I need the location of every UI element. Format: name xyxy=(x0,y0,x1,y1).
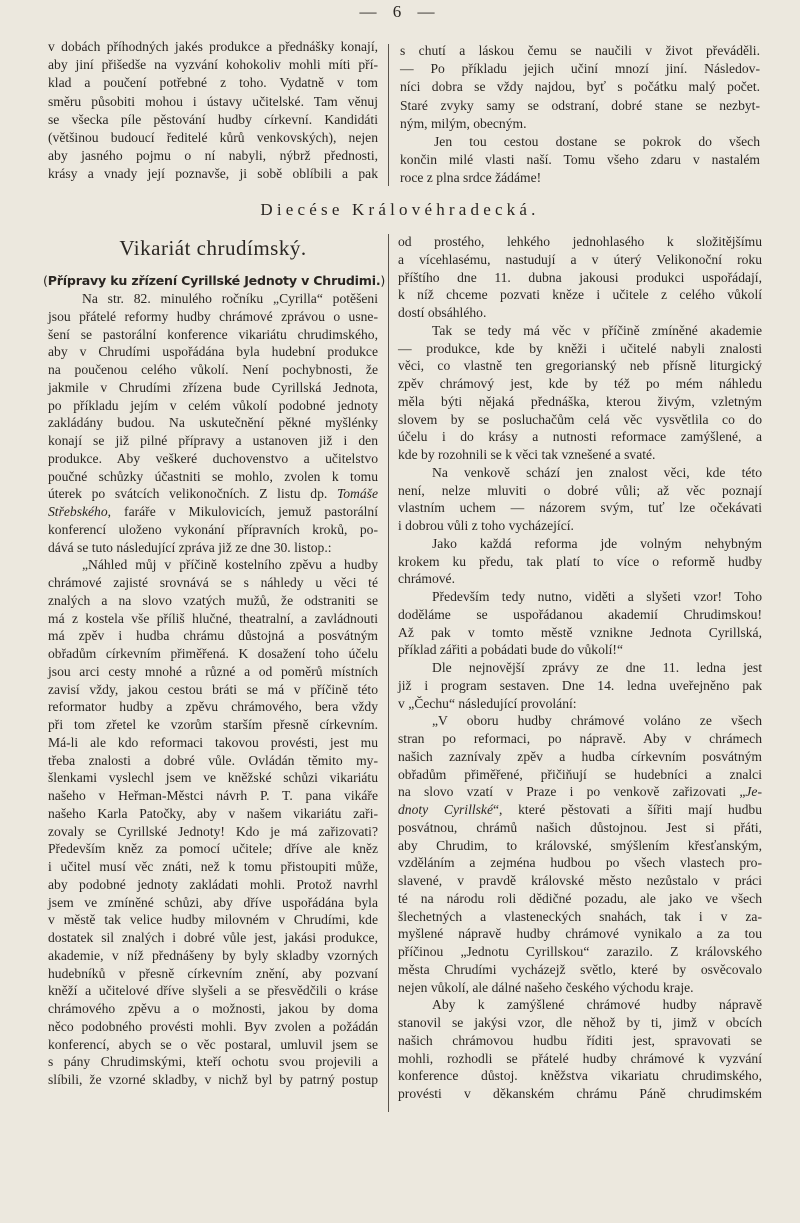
text-line: našich chrámovou hudbu říditi jest, spravovati se xyxy=(398,1032,762,1048)
paragraph xyxy=(400,133,760,188)
text-line: poučné schůzky účastniti se mohlo, zvolen k tomu xyxy=(48,468,378,484)
text-line: Především tedy nutno, viděti a slyšeti vzor! Toho xyxy=(432,589,762,604)
paragraph xyxy=(398,464,762,535)
text-line: věci, co vlastně ten gregorianský neb přísně liturgický xyxy=(398,358,762,374)
column-divider-body xyxy=(388,234,389,1112)
text-line: třeba znalosti a dobré vůle. Ovládán těmito my- xyxy=(48,752,378,768)
subheading-close-paren: ) xyxy=(380,273,386,288)
text-line: krásy a vnady její poznavše, ji sobě oblíbili a pak xyxy=(48,166,378,182)
text-line: vlastním uchem — názorem svým, tuť lze očekávati xyxy=(398,500,762,516)
text-line xyxy=(398,783,762,801)
text-segment: “, které pěstovati a šířiti mají hudbu xyxy=(492,802,762,817)
text-line: Na venkově schází jen znalost věci, kde této xyxy=(432,464,762,480)
text-line: šení se pastorální konference vikariátu chrudimského, xyxy=(48,326,378,342)
text-line: konferencí, abych se o věc postaral, umluvil jsem se xyxy=(48,1036,378,1052)
text-line: našeho Karla Patočky, aby v našem vikariátu zaři- xyxy=(48,805,378,821)
text-line: mohli, rozhodli se přátelé hudby chrámové k vyzvání xyxy=(398,1050,762,1066)
text-line: města Chrudími vycházejž světlo, které by osvěcovalo xyxy=(398,961,762,977)
text-line: má z kostela vše příliš hlučné, theatralní, a zavládnouti xyxy=(48,610,378,626)
top-left-column xyxy=(48,38,378,184)
text-line: dostatek sil znalých i dobré vůle jest, jakási produkce, xyxy=(48,930,378,945)
text-line: „V oboru hudby chrámové voláno ze všech xyxy=(432,713,762,729)
text-line: chrámového zpěvu a o možnosti, jakou by doma xyxy=(48,1001,378,1016)
text-line xyxy=(48,485,378,503)
column-divider-top xyxy=(388,44,389,186)
text-line: má zpěv i hudba chrámu důstojná a posvátným xyxy=(48,628,378,644)
diocese-heading: Diecése Královéhradecká. xyxy=(260,200,540,219)
body-left-column xyxy=(48,290,378,1089)
text-line: účelu i do krásy a nutnosti reformace zamýšlené, a xyxy=(398,429,762,445)
text-line: aby v Chrudími uspořádána byla hudební produkce xyxy=(48,344,378,360)
text-line: níci dobra se vždy najdou, byť s počátku malý počet. xyxy=(400,79,760,95)
text-line: od prostého, lehkého jednohlasého k složitějšímu xyxy=(398,234,762,249)
text-line: akademie, v níž přednášeny by byly skladby vzorných xyxy=(48,947,378,963)
text-line: aby jiní přišedše na vyzvání kohokoliv mohli míti pří- xyxy=(48,57,378,73)
text-line: našeho v Heřman-Městci návrh P. T. pana vikáře xyxy=(48,788,378,803)
paragraph xyxy=(48,290,378,556)
text-line: produkce. Aby veškeré duchovenstvo a učitelstvo xyxy=(48,450,378,466)
text-line: konference důstoj. kněžstva vikariatu chrudimského, xyxy=(398,1068,762,1084)
italic-text: Střebského xyxy=(48,504,108,519)
text-line: obřadům přiměřené, přičiňují se hudebníci a znalci xyxy=(398,766,762,782)
paragraph xyxy=(400,42,760,133)
text-line: s pány Chrudimskými, kteří ochotu svou projevili a xyxy=(48,1054,378,1070)
text-line: šlechetných a vlasteneckých snahách, tak i v za- xyxy=(398,908,762,924)
text-line: hudebníků v přesně církevním znění, aby pozvaní xyxy=(48,965,378,981)
text-line: kde by rozohnili se k věci tak vznešené a svaté. xyxy=(398,447,656,462)
text-line: aby jasného pojmu o ní nabyli, nýbrž přednosti, xyxy=(48,148,378,164)
text-line: zovaly se Cyrillské Jednoty! Kdo je má zařizovati? xyxy=(48,823,378,839)
text-line: Především kněz za pomocí učitele; dříve ale kněz xyxy=(48,841,378,857)
text-line: dává se tuto následující zpráva již ze dne 30. listop.: xyxy=(48,539,332,555)
text-segment: úterek po svátcích velikonočních. Z listu dp. xyxy=(48,486,337,502)
text-line: měla býti nějaká přednáška, kterou živým, vzletným xyxy=(398,393,762,409)
paragraph xyxy=(48,38,378,184)
italic-text: dnoty Cyrillské xyxy=(398,802,493,817)
text-line: po příkladu jejím v celém vůkolí podobné jednoty xyxy=(48,397,378,413)
text-line: zpěv chrámový jest, kde by též po mém náhledu xyxy=(398,376,762,391)
text-line: již i program sestaven. Dne 14. ledna uveřejněno pak xyxy=(398,677,762,693)
text-line: šlenkami vyslechl jsem ve kněžské schůzi vikariátu xyxy=(48,770,378,786)
text-line: Aby k zamýšlené chrámové hudby nápravě xyxy=(432,997,762,1013)
paragraph xyxy=(398,233,762,322)
page-number: — 6 — xyxy=(359,2,441,21)
text-line: našich zaznívaly zpěv a hudba církevním posvátným xyxy=(398,748,762,764)
text-line: i dobrou vůli z toho vycházející. xyxy=(398,518,574,533)
text-line: v dobách příhodných jakés produkce a přednášky konají, xyxy=(48,39,378,54)
text-line: Jako každá reforma jde volným nehybným xyxy=(432,535,762,551)
text-line: stran po reformaci, po nápravě. Aby v chrámech xyxy=(398,731,762,746)
text-segment: , faráře v Mikulovicích, jemuž pastorální xyxy=(107,504,378,519)
italic-text: Je- xyxy=(745,784,762,800)
text-line: Staré zvyky samy se odstraní, dobré stane se nezbyt- xyxy=(400,97,760,113)
text-line: končin milé vlasti naší. Tomu všeho zdaru v nastalém xyxy=(400,152,760,168)
paragraph xyxy=(398,535,762,588)
paragraph xyxy=(398,659,762,712)
text-line: „Náhled můj v příčině kostelního zpěvu a hudby xyxy=(82,557,378,573)
text-line: Tak se tedy má věc v příčině zmíněné akademie xyxy=(432,322,762,338)
text-line: zakládány budou. Na uskutečnění pěkné myšlénky xyxy=(48,415,378,431)
text-line: při tom zřetel ke vzorům starším přesně církevním. xyxy=(48,717,378,732)
text-line: vzděláním a zejména hudbou po všech vlastech pro- xyxy=(398,855,762,871)
text-line: (většinou budoucí ředitelé kůrů venkovských), nejen xyxy=(48,129,378,145)
text-line: — Po příkladu jejich učiní mnozí jiní. Následov- xyxy=(400,61,760,77)
text-line: není, nelze mluviti o dobré vůli; až věc poznají xyxy=(398,482,762,498)
subheading-open-paren: ( xyxy=(43,273,48,288)
paragraph xyxy=(398,996,762,1103)
text-line: znalých a na slovo vzatých mužů, že odstraniti se xyxy=(48,592,378,608)
text-line: se všecka píle pěstování hudby církevní. Kandidáti xyxy=(48,111,378,127)
text-line: — produkce, kde by kněži i učitelé nabyli znalosti xyxy=(398,340,762,356)
text-line: jsem ve zmíněné schůzi, aby dříve uspořádána byla xyxy=(48,894,378,910)
text-line xyxy=(48,503,378,521)
text-segment: na slovo vzatí v Praze i po venkově zařizovati „ xyxy=(398,784,746,800)
text-line: provésti v děkanském chrámu Páně chrudimském xyxy=(398,1086,762,1101)
paragraph xyxy=(398,712,762,996)
text-line: příčinou „Jednotu Cyrillskou“ zarazilo. Z královského xyxy=(398,944,762,959)
text-line: k níž chceme pozvati kněze i učitele z celého vůkolí xyxy=(398,287,762,303)
text-line: krokem ku předu, tak platí to více o reformě hudby xyxy=(398,553,762,569)
paragraph xyxy=(48,556,378,1089)
text-line: jsou arci cesty mnohé a různé a od poměrů místních xyxy=(48,663,378,679)
text-line: klad a poučení potřebné z toho. Vydatně v tom xyxy=(48,75,378,91)
italic-text: Tomáše xyxy=(336,486,378,502)
text-line xyxy=(398,801,762,819)
text-line: kněží a učitelové dříve slyšeli a se přesvědčili o kráse xyxy=(48,983,378,999)
text-line: v městě tak velice hudby milovném v Chrudími, kde xyxy=(48,912,378,928)
text-line: ným, milým, obecným. xyxy=(400,115,527,131)
text-line: slovem by se posluchačům celá věc vysvětlila co do xyxy=(398,411,762,427)
text-line: Dle nejnovější zprávy ze dne 11. ledna jest xyxy=(432,660,762,675)
text-line: jsou přátelé reformy hudby chrámové zprávou o usne- xyxy=(48,308,378,324)
text-line: slavené, v pravdě královské město nezůstalo v práci xyxy=(398,873,762,888)
paragraph xyxy=(398,322,762,464)
text-line: myšlené nápravě hudby chrámové vynikalo a za tou xyxy=(398,926,762,942)
text-line: s chutí a láskou čemu se naučili v život převáděli. xyxy=(400,43,760,58)
paragraph xyxy=(398,588,762,659)
text-line: chrámové. xyxy=(398,571,455,587)
top-right-column xyxy=(400,42,760,188)
text-line: reformator hudby a zpěvu chrámového, bera vždy xyxy=(48,699,378,715)
text-line: aby podobné jednoty zakládati mohli. Protož navrhl xyxy=(48,876,378,892)
text-line: doděláme se uspořádanou akademií Chrudimskou! xyxy=(398,606,762,622)
text-line: Jen tou cestou dostane se pokrok do všech xyxy=(434,133,760,149)
text-line: i učitel musí věc znáti, než k tomu přistoupiti může, xyxy=(48,859,378,874)
body-right-column xyxy=(398,233,762,1103)
section-title: Vikariát chrudímský. xyxy=(119,236,307,260)
text-line: konferencí uloženo vykonání přípravních kroků, po- xyxy=(48,521,378,537)
subheading-text: Přípravy ku zřízení Cyrillské Jednoty v Chrudimi. xyxy=(47,273,381,288)
text-line: zavisí vždy, jakou cestou bráti se má v příčině této xyxy=(48,681,378,697)
text-line: příklad zářiti a pobádati bude do vůkolí!“ xyxy=(398,642,623,658)
text-line: jakmile v Chrudími zřízena bude Cyrillská Jednota, xyxy=(48,379,378,395)
text-line: slíbili, že vzorné skladby, v nichž byl by patrný postup xyxy=(48,1072,378,1087)
text-line: té na národu roli dědičné pozadu, ale jako ve všech xyxy=(398,890,762,906)
text-line: stanovil se jakýsi vzor, dle něhož by ti, jimž v obcích xyxy=(398,1015,762,1030)
text-line: chrámové zajisté srovnává se s náhledy u věci té xyxy=(48,575,378,590)
text-line: aby Chrudim, to královské, smýšlením křesťanským, xyxy=(398,837,762,853)
text-line: na poučenou celého vůkolí. Není pochybnosti, že xyxy=(48,362,378,377)
text-line: dostí obsáhlého. xyxy=(398,305,487,320)
text-line: obřadům církevním přiměřená. K dosažení toho účelu xyxy=(48,646,378,661)
text-line: roce z plna srdce žádáme! xyxy=(400,170,542,186)
text-line: a vícehlasému, nastudují a v úterý Velikonoční roku xyxy=(398,251,762,267)
text-line: posvátnou, chrámů našich důstojnou. Jest si přáti, xyxy=(398,819,762,835)
text-line: Na str. 82. minulého ročníku „Cyrilla“ potěšeni xyxy=(82,291,378,306)
text-line: něco podobného provésti mohli. Byv zvolen a požádán xyxy=(48,1018,378,1034)
text-line: Až pak v tomto městě vznikne Jednota Cyrillská, xyxy=(398,624,762,640)
text-line: Má-li ale kdo reformaci takovou provésti, jest mu xyxy=(48,734,378,750)
text-line: nejen vůkolí, ale dálné našeho českého východu kraje. xyxy=(398,979,694,995)
text-line: konají se již pilné přípravy a ustanoven již i den xyxy=(48,433,378,448)
text-line: směru působiti mohou i ústavy učitelské. Tam věnuj xyxy=(48,93,378,109)
text-line: příštího dne 11. dubna jakousi produkci uspořádají, xyxy=(398,269,762,285)
text-line: v „Čechu“ následující provolání: xyxy=(398,695,577,711)
subheading xyxy=(43,273,386,288)
